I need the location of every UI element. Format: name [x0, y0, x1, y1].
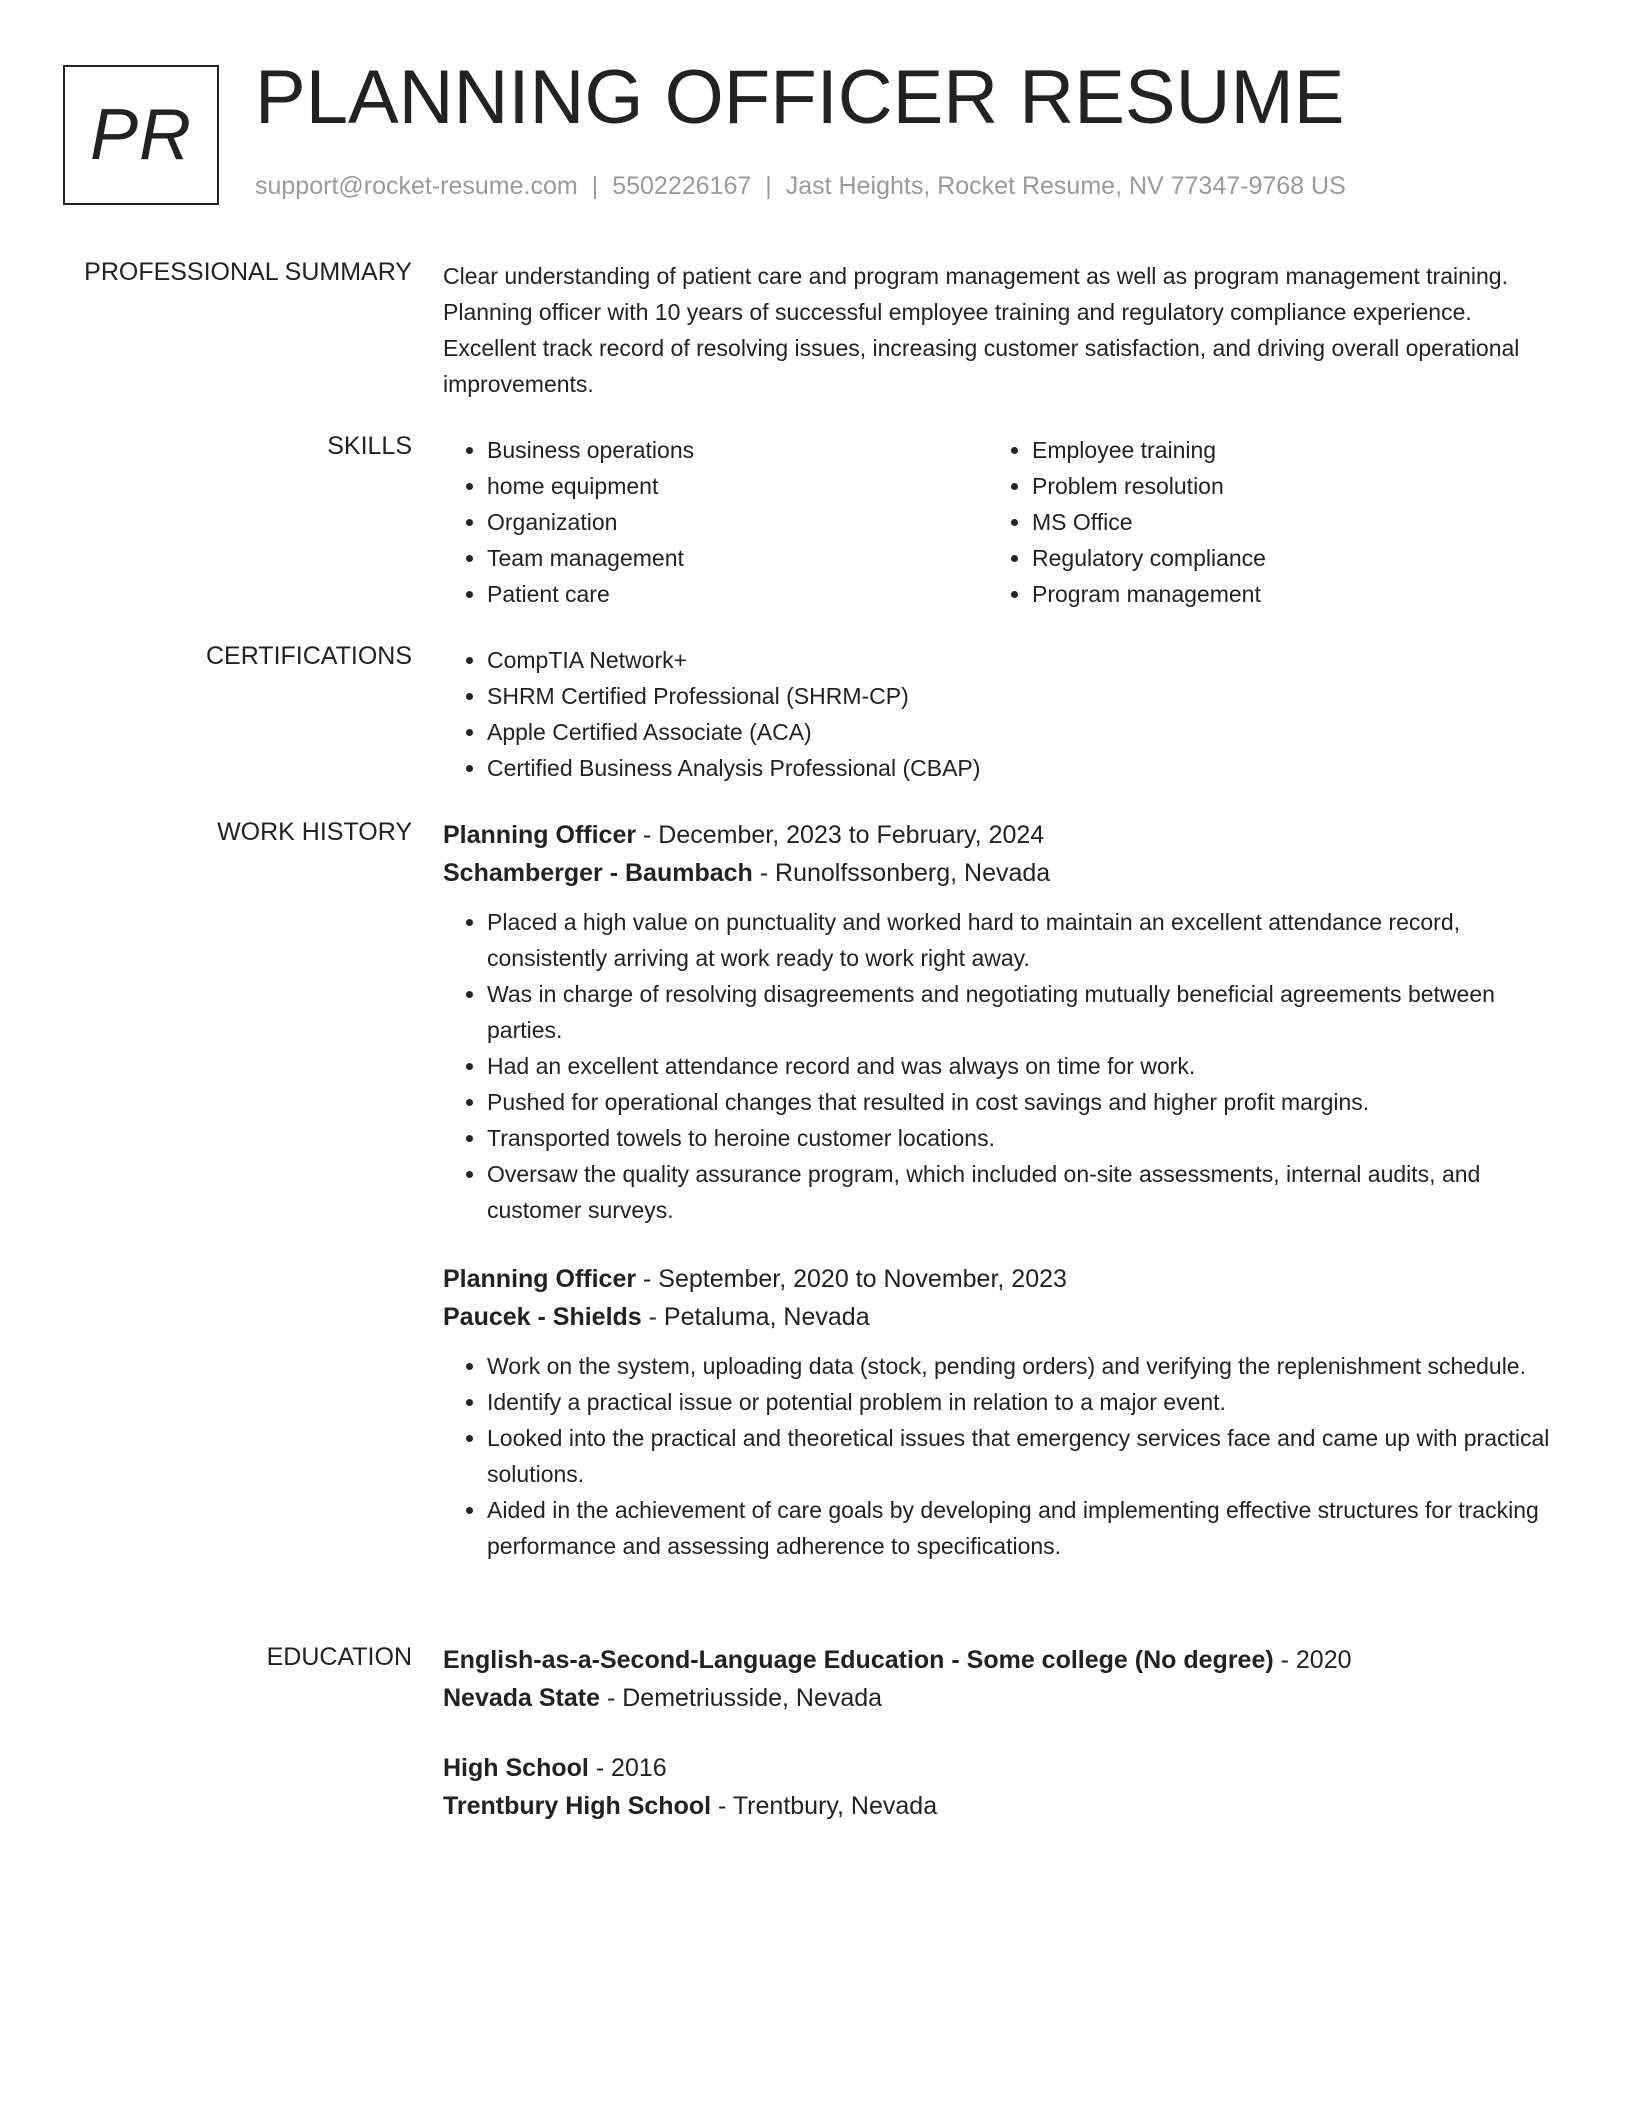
education-year: - 2020 — [1273, 1646, 1352, 1674]
job-company-line — [443, 1298, 1563, 1336]
skill-item: • Employee training — [1032, 432, 1533, 468]
certification-item: • Certified Business Analysis Professional (CBAP) — [487, 750, 1563, 786]
job-location: - Petaluma, Nevada — [641, 1303, 870, 1331]
job-company: Paucek - Shields — [443, 1303, 642, 1331]
education-location: - Demetriusside, Nevada — [600, 1684, 883, 1712]
education-school: Trentbury High School — [443, 1792, 712, 1820]
skill-item: • Regulatory compliance — [1032, 540, 1533, 576]
education-school-line — [443, 1679, 1563, 1717]
work-history-body — [443, 816, 1563, 1564]
education-degree-line — [443, 1749, 1563, 1787]
job-bullet: • Had an excellent attendance record and was always on time for work. — [487, 1048, 1563, 1084]
job-bullet: • Identify a practical issue or potential problem in relation to a major event. — [487, 1384, 1563, 1420]
skills-column-left — [443, 432, 988, 612]
education-entry — [443, 1641, 1563, 1717]
job-bullet: • Was in charge of resolving disagreements and negotiating mutually beneficial agreements between parties. — [487, 976, 1563, 1048]
certification-item: • SHRM Certified Professional (SHRM-CP) — [487, 678, 1563, 714]
job-bullet: • Oversaw the quality assurance program, which included on-site assessments, internal audits, and customer surveys. — [487, 1156, 1563, 1228]
job-entry — [443, 816, 1563, 1228]
certifications-list — [443, 642, 1563, 786]
education-year: - 2016 — [588, 1754, 667, 1782]
skill-item: • Team management — [487, 540, 988, 576]
job-bullet: • Placed a high value on punctuality and worked hard to maintain an excellent attendance record, consistently arriving at work ready to work right away. — [487, 904, 1563, 976]
contact-separator: | — [765, 172, 772, 200]
job-entry — [443, 1260, 1563, 1564]
job-title-line — [443, 1260, 1563, 1298]
skill-item: • Problem resolution — [1032, 468, 1533, 504]
work-history-label: WORK HISTORY — [217, 818, 412, 846]
certifications-label: CERTIFICATIONS — [205, 642, 412, 670]
page-title: PLANNING OFFICER RESUME — [255, 55, 1345, 140]
job-bullets — [443, 1348, 1563, 1564]
job-bullets — [443, 904, 1563, 1228]
skill-item: • MS Office — [1032, 504, 1533, 540]
certification-item: • CompTIA Network+ — [487, 642, 1563, 678]
education-entry — [443, 1749, 1563, 1825]
job-title: Planning Officer — [443, 1265, 637, 1293]
job-title: Planning Officer — [443, 821, 637, 849]
skills-label: SKILLS — [327, 432, 412, 460]
education-school: Nevada State — [443, 1684, 601, 1712]
monogram-logo: PR — [63, 65, 219, 205]
skill-item: • Program management — [1032, 576, 1533, 612]
job-location: - Runolfssonberg, Nevada — [752, 859, 1051, 887]
job-bullet: • Work on the system, uploading data (stock, pending orders) and verifying the replenishment schedule. — [487, 1348, 1563, 1384]
summary-text: Clear understanding of patient care and program management as well as program management training. Planning officer with 10 years of successful employee training and regulatory compliance experience. Excellent track record of resolving issues, increasing customer satisfaction, and driving overall operational improvements. — [443, 263, 1520, 397]
skill-item: • Business operations — [487, 432, 988, 468]
contact-line — [255, 172, 1346, 201]
job-company-line — [443, 854, 1563, 892]
skill-item: • Patient care — [487, 576, 988, 612]
summary-label: PROFESSIONAL SUMMARY — [84, 258, 412, 286]
contact-separator: | — [591, 172, 599, 200]
education-degree-line — [443, 1641, 1563, 1679]
job-bullet: • Aided in the achievement of care goals by developing and implementing effective structures for tracking performance and assessing adherence to specifications. — [487, 1492, 1563, 1564]
education-school-line — [443, 1787, 1563, 1825]
education-location: - Trentbury, Nevada — [711, 1792, 938, 1820]
job-bullet: • Looked into the practical and theoretical issues that emergency services face and came up with practical solutions. — [487, 1420, 1563, 1492]
education-body — [443, 1641, 1563, 1825]
skill-item: • Organization — [487, 504, 988, 540]
education-degree: English-as-a-Second-Language Education - Some college (No degree) — [443, 1646, 1274, 1674]
skills-column-right — [988, 432, 1533, 612]
job-bullet: • Pushed for operational changes that resulted in cost savings and higher profit margins. — [487, 1084, 1563, 1120]
skill-item: • home equipment — [487, 468, 988, 504]
job-dates: - December, 2023 to February, 2024 — [636, 821, 1045, 849]
contact-email[interactable]: support@rocket-resume.com — [255, 172, 578, 200]
certification-item: • Apple Certified Associate (ACA) — [487, 714, 1563, 750]
job-title-line — [443, 816, 1563, 854]
job-dates: - September, 2020 to November, 2023 — [636, 1265, 1067, 1293]
skills-list — [443, 432, 1563, 612]
education-degree: High School — [443, 1754, 589, 1782]
job-company: Schamberger - Baumbach — [443, 859, 753, 887]
education-label: EDUCATION — [266, 1643, 412, 1671]
contact-address: Jast Heights, Rocket Resume, NV 77347-9768 US — [785, 172, 1346, 200]
contact-phone[interactable]: 5502226167 — [612, 172, 752, 200]
job-bullet: • Transported towels to heroine customer locations. — [487, 1120, 1563, 1156]
